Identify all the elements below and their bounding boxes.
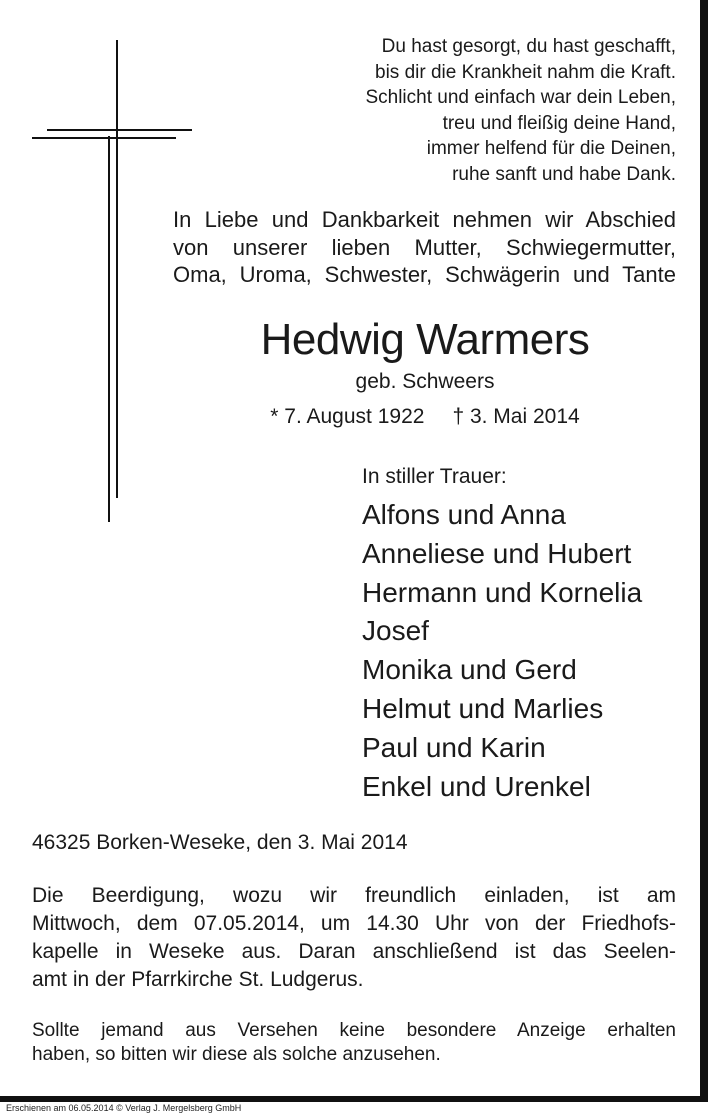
cross-horizontal-line (47, 129, 192, 131)
poem-line: Du hast gesorgt, du hast geschafft, (381, 36, 676, 57)
poem-line: treu und fleißig deine Hand, (442, 112, 676, 134)
poem-line: immer helfend für die Deinen, (426, 138, 676, 159)
notice (32, 1019, 676, 1067)
cross-vertical-line (108, 136, 110, 522)
poem-line: Schlicht und einfach war dein Leben, (365, 87, 676, 108)
death-date: † 3. Mai 2014 (452, 405, 580, 428)
intro-line: Oma, Uroma, Schwester, Schwägerin und Tante (173, 262, 676, 287)
publication-footer: Erschienen am 06.05.2014 © Verlag J. Mergelsberg GmbH (6, 1103, 242, 1113)
family-member: Alfons und Anna (362, 499, 566, 530)
funeral-line: amt in der Pfarrkirche St. Ludgerus. (32, 968, 364, 991)
birth-date: * 7. August 1922 (270, 405, 425, 428)
intro-line: In Liebe und Dankbarkeit nehmen wir Abschied (173, 207, 676, 232)
intro-line: von unserer lieben Mutter, Schwiegermutter, (173, 234, 676, 260)
family-member: Hermann und Kornelia (362, 576, 643, 608)
mourning-label: In stiller Trauer: (362, 465, 507, 488)
poem-line: bis dir die Krankheit nahm die Kraft. (375, 61, 676, 83)
cross-vertical-line (116, 40, 118, 498)
notice-line: haben, so bitten wir diese als solche anzusehen. (32, 1044, 441, 1065)
family-member: Helmut und Marlies (362, 692, 604, 724)
family-member: Monika und Gerd (362, 654, 577, 686)
family-member: Josef (362, 615, 429, 647)
poem-line: ruhe sanft und habe Dank. (452, 163, 676, 185)
family-member: Anneliese und Hubert (362, 537, 632, 569)
poem (276, 34, 676, 187)
funeral-line: Die Beerdigung, wozu wir freundlich einladen, ist am (32, 884, 676, 907)
funeral-line: Mittwoch, dem 07.05.2014, um 14.30 Uhr von der Friedhofs- (32, 912, 676, 935)
notice-line: Sollte jemand aus Versehen keine besondere Anzeige erhalten (32, 1020, 676, 1041)
family-member: Enkel und Urenkel (362, 770, 591, 802)
birth-name: geb. Schweers (355, 370, 495, 393)
life-dates (150, 403, 700, 431)
family-list (362, 496, 642, 806)
deceased-name: Hedwig Warmers (260, 315, 590, 364)
funeral-info (32, 882, 676, 994)
cross-horizontal-line (32, 137, 176, 139)
family-member: Paul und Karin (362, 731, 546, 763)
funeral-line: kapelle in Weseke aus. Daran anschließend ist das Seelen- (32, 940, 676, 963)
farewell-intro (173, 206, 676, 289)
place-date: 46325 Borken-Weseke, den 3. Mai 2014 (32, 831, 408, 854)
